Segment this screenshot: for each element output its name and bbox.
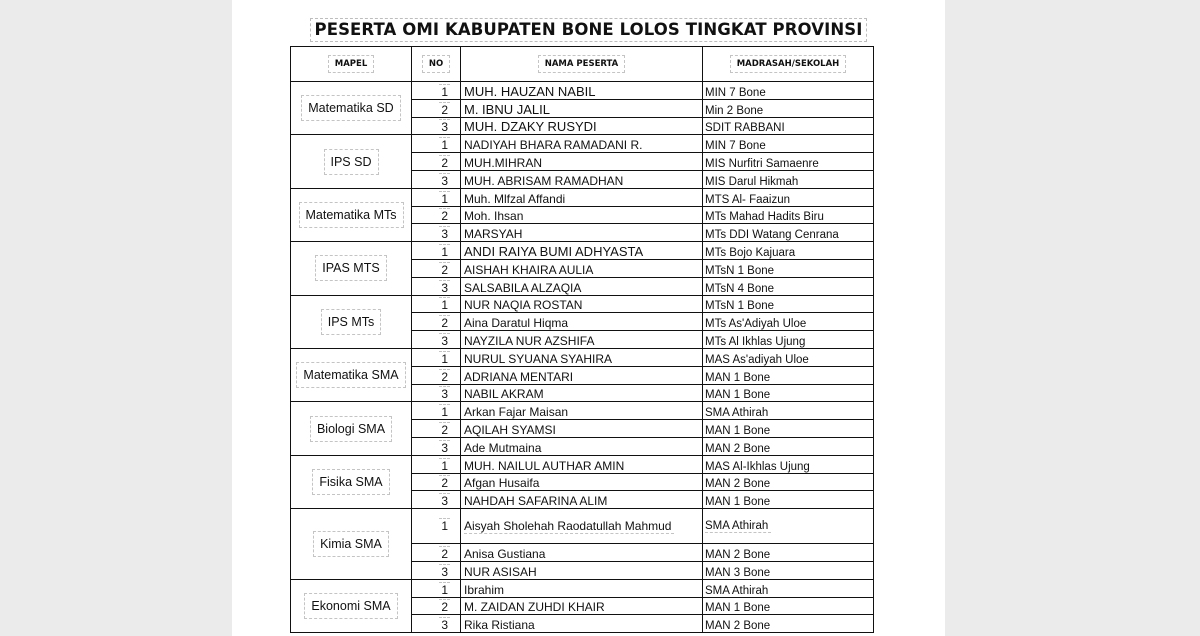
nama-cell: SALSABILA ALZAQIA xyxy=(461,277,703,295)
no-cell: 1 xyxy=(412,579,461,597)
table-row xyxy=(291,188,874,206)
sekolah-cell: MAN 2 Bone xyxy=(703,473,874,491)
header-nama: NAMA PESERTA xyxy=(461,47,703,82)
nama-cell: MUH. NAILUL AUTHAR AMIN xyxy=(461,455,703,473)
mapel-cell: Matematika SD xyxy=(291,82,412,135)
sekolah-cell: SMA Athirah xyxy=(703,579,874,597)
nama-cell: NUR ASISAH xyxy=(461,561,703,579)
sekolah-cell: MAN 1 Bone xyxy=(703,420,874,438)
no-cell: 3 xyxy=(412,491,461,509)
nama-cell: Anisa Gustiana xyxy=(461,544,703,562)
sekolah-cell: MTs DDI Watang Cenrana xyxy=(703,224,874,242)
nama-cell: M. IBNU JALIL xyxy=(461,99,703,117)
sekolah-cell: MTsN 1 Bone xyxy=(703,295,874,313)
sekolah-cell: MAS As'adiyah Uloe xyxy=(703,348,874,366)
mapel-cell: IPS MTs xyxy=(291,295,412,348)
no-cell: 2 xyxy=(412,99,461,117)
nama-cell: MARSYAH xyxy=(461,224,703,242)
header-sekolah: MADRASAH/SEKOLAH xyxy=(703,47,874,82)
no-cell: 1 xyxy=(412,509,461,544)
no-cell: 3 xyxy=(412,384,461,402)
nama-cell: NAYZILA NUR AZSHIFA xyxy=(461,331,703,349)
sekolah-cell: SMA Athirah xyxy=(703,509,874,544)
no-cell: 3 xyxy=(412,437,461,455)
nama-cell: NADIYAH BHARA RAMADANI R. xyxy=(461,135,703,153)
no-cell: 1 xyxy=(412,242,461,260)
page-title: PESERTA OMI KABUPATEN BONE LOLOS TINGKAT PROVINSI xyxy=(232,20,945,39)
nama-cell: Afgan Husaifa xyxy=(461,473,703,491)
nama-cell: NUR NAQIA ROSTAN xyxy=(461,295,703,313)
sekolah-cell: MTs Mahad Hadits Biru xyxy=(703,206,874,224)
table-row xyxy=(291,455,874,473)
no-cell: 1 xyxy=(412,348,461,366)
table-row xyxy=(291,242,874,260)
no-cell: 3 xyxy=(412,170,461,188)
nama-cell: MUH. HAUZAN NABIL xyxy=(461,82,703,100)
table-row xyxy=(291,509,874,544)
mapel-cell: Matematika MTs xyxy=(291,188,412,241)
sekolah-cell: MAN 1 Bone xyxy=(703,366,874,384)
nama-cell: Moh. Ihsan xyxy=(461,206,703,224)
nama-cell: Arkan Fajar Maisan xyxy=(461,402,703,420)
no-cell: 1 xyxy=(412,188,461,206)
table-row xyxy=(291,295,874,313)
sekolah-cell: MIS Nurfitri Samaenre xyxy=(703,153,874,171)
table-row xyxy=(291,82,874,100)
table-body xyxy=(291,82,874,633)
no-cell: 2 xyxy=(412,473,461,491)
no-cell: 2 xyxy=(412,366,461,384)
sekolah-cell: MIN 7 Bone xyxy=(703,82,874,100)
sekolah-cell: MAN 2 Bone xyxy=(703,615,874,633)
table-row xyxy=(291,135,874,153)
sekolah-cell: MIS Darul Hikmah xyxy=(703,170,874,188)
nama-cell: NABIL AKRAM xyxy=(461,384,703,402)
nama-cell: MUH. DZAKY RUSYDI xyxy=(461,117,703,135)
mapel-cell: Matematika SMA xyxy=(291,348,412,401)
no-cell: 2 xyxy=(412,259,461,277)
document-page xyxy=(232,0,945,636)
nama-cell: AQILAH SYAMSI xyxy=(461,420,703,438)
mapel-cell: IPS SD xyxy=(291,135,412,188)
no-cell: 3 xyxy=(412,331,461,349)
sekolah-cell: MAN 1 Bone xyxy=(703,384,874,402)
mapel-cell: Ekonomi SMA xyxy=(291,579,412,632)
nama-cell: NURUL SYUANA SYAHIRA xyxy=(461,348,703,366)
nama-cell: NAHDAH SAFARINA ALIM xyxy=(461,491,703,509)
no-cell: 3 xyxy=(412,615,461,633)
header-no: NO xyxy=(412,47,461,82)
sekolah-cell: MAN 1 Bone xyxy=(703,491,874,509)
no-cell: 2 xyxy=(412,206,461,224)
sekolah-cell: MAN 3 Bone xyxy=(703,561,874,579)
sekolah-cell: MTsN 4 Bone xyxy=(703,277,874,295)
no-cell: 2 xyxy=(412,313,461,331)
no-cell: 1 xyxy=(412,402,461,420)
participants-table xyxy=(290,46,874,633)
no-cell: 1 xyxy=(412,135,461,153)
mapel-cell: Fisika SMA xyxy=(291,455,412,508)
table-row xyxy=(291,579,874,597)
mapel-cell: IPAS MTS xyxy=(291,242,412,295)
sekolah-cell: MIN 7 Bone xyxy=(703,135,874,153)
no-cell: 3 xyxy=(412,277,461,295)
nama-cell: Ibrahim xyxy=(461,579,703,597)
nama-cell: MUH. ABRISAM RAMADHAN xyxy=(461,170,703,188)
nama-cell: AISHAH KHAIRA AULIA xyxy=(461,259,703,277)
nama-cell: ANDI RAIYA BUMI ADHYASTA xyxy=(461,242,703,260)
no-cell: 1 xyxy=(412,455,461,473)
nama-cell: Aisyah Sholehah Raodatullah Mahmud xyxy=(461,509,703,544)
no-cell: 2 xyxy=(412,153,461,171)
no-cell: 1 xyxy=(412,82,461,100)
sekolah-cell: SDIT RABBANI xyxy=(703,117,874,135)
nama-cell: ADRIANA MENTARI xyxy=(461,366,703,384)
no-cell: 3 xyxy=(412,224,461,242)
table-header-row xyxy=(291,47,874,82)
nama-cell: Rika Ristiana xyxy=(461,615,703,633)
sekolah-cell: SMA Athirah xyxy=(703,402,874,420)
nama-cell: Ade Mutmaina xyxy=(461,437,703,455)
sekolah-cell: MTs Bojo Kajuara xyxy=(703,242,874,260)
no-cell: 2 xyxy=(412,544,461,562)
sekolah-cell: MTs As'Adiyah Uloe xyxy=(703,313,874,331)
table-row xyxy=(291,402,874,420)
sekolah-cell: MTs Al Ikhlas Ujung xyxy=(703,331,874,349)
table-row xyxy=(291,348,874,366)
sekolah-cell: MAS Al-Ikhlas Ujung xyxy=(703,455,874,473)
nama-cell: Muh. Mlfzal Affandi xyxy=(461,188,703,206)
nama-cell: MUH.MIHRAN xyxy=(461,153,703,171)
nama-cell: Aina Daratul Hiqma xyxy=(461,313,703,331)
no-cell: 2 xyxy=(412,597,461,615)
no-cell: 3 xyxy=(412,561,461,579)
no-cell: 1 xyxy=(412,295,461,313)
no-cell: 3 xyxy=(412,117,461,135)
sekolah-cell: MAN 1 Bone xyxy=(703,597,874,615)
sekolah-cell: Min 2 Bone xyxy=(703,99,874,117)
header-mapel: MAPEL xyxy=(291,47,412,82)
nama-cell: M. ZAIDAN ZUHDI KHAIR xyxy=(461,597,703,615)
sekolah-cell: MTsN 1 Bone xyxy=(703,259,874,277)
mapel-cell: Biologi SMA xyxy=(291,402,412,455)
sekolah-cell: MAN 2 Bone xyxy=(703,544,874,562)
sekolah-cell: MTS Al- Faaizun xyxy=(703,188,874,206)
no-cell: 2 xyxy=(412,420,461,438)
sekolah-cell: MAN 2 Bone xyxy=(703,437,874,455)
mapel-cell: Kimia SMA xyxy=(291,509,412,580)
